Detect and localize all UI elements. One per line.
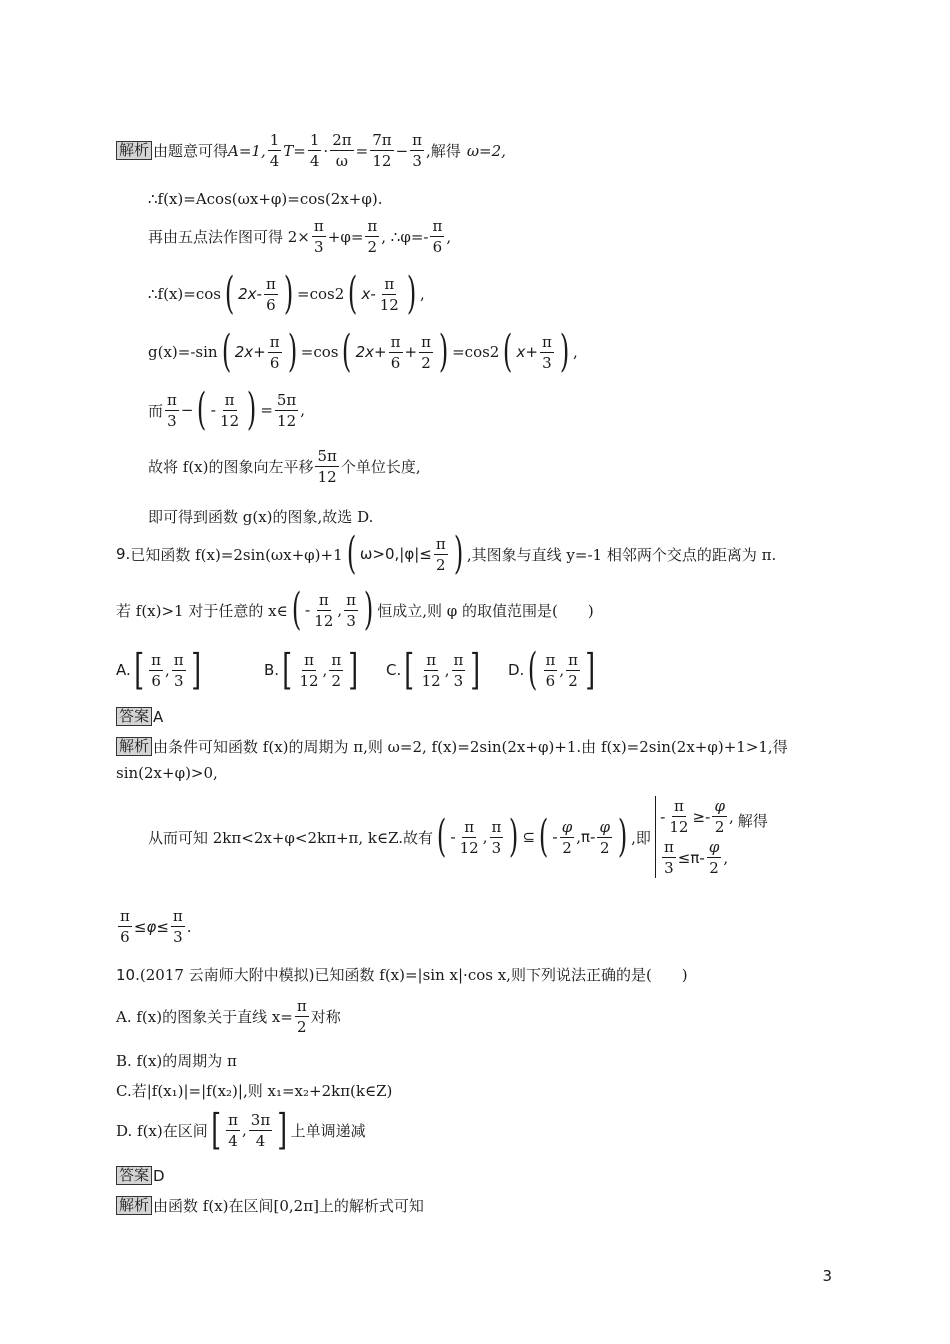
q9-option-a: A. [ π 6 , π 3 ]	[116, 645, 201, 694]
q9-analysis-line-2: sin(2x+φ)>0,	[116, 764, 218, 782]
q10-analysis: 解析 由函数 f(x)在区间[0,2π]上的解析式可知	[116, 1195, 424, 1216]
fraction: π 12	[220, 390, 240, 430]
q9-answer: 答案 A	[116, 707, 163, 726]
q10-option-b: B. f(x)的周期为 π	[116, 1052, 237, 1070]
fraction: π 3	[453, 650, 464, 690]
fraction: $\frac{7\pi}{12}$	[372, 131, 392, 170]
question-number: 9.	[116, 545, 131, 563]
q10-option-a: A. f(x)的图象关于直线 x= $\frac{\pi}{2}$ 对称	[116, 997, 341, 1036]
fraction: π 3	[491, 817, 502, 857]
fraction: $\frac{\pi}{3}$	[412, 131, 423, 170]
fraction: π 6	[265, 274, 276, 314]
q9-analysis-line-3: 从而可知 2kπ<2x+φ<2kπ+π, k∈Z.故有 ( - π 12 , π 3 ) ⊆ ( - φ 2 , π- φ 2 ) ,即 - $\frac{\pi}{12}$ ≥- φ 2 , $\frac{\pi}{3}$ ≤π- φ 2 , 解得	[148, 797, 768, 877]
fraction: φ 2	[708, 838, 720, 877]
q10-option-c: C.若|f(x₁)|=|f(x₂)|,则 x₁=x₂+2kπ(k∈Z)	[116, 1082, 393, 1100]
fraction: $\frac{2\pi}{\omega}$	[332, 131, 352, 170]
fraction: π 2	[331, 650, 342, 690]
fraction: π 3	[173, 650, 184, 690]
fraction: $\frac{\pi}{2}$	[296, 997, 307, 1036]
fraction: π 6	[545, 650, 556, 690]
q9-option-b: B. [ π 12 , π 2 ]	[264, 645, 359, 694]
fraction: $\frac{\pi}{3}$	[313, 217, 324, 256]
fraction: π 4	[228, 1110, 238, 1150]
fraction: $\frac{1}{4}$	[309, 131, 320, 170]
fraction: $\frac{\pi}{6}$	[120, 907, 130, 946]
fraction: $\frac{5\pi}{12}$	[276, 390, 297, 430]
p8-line-1: 解析 由题意可得 A=1, 1 4 T= $\frac{1}{4}$ · $\frac{2\pi}{\omega}$ = $\frac{7\pi}{12}$ − $\frac{\pi}{3}$ ,解得 ω=2,	[116, 130, 506, 171]
inequality-system: - $\frac{\pi}{12}$ ≥- φ 2 , $\frac{\pi}{3}$ ≤π- φ 2 ,	[655, 796, 734, 878]
page-number: 3	[822, 1267, 832, 1285]
fraction: π 12	[421, 650, 441, 690]
fraction: π 12	[314, 590, 334, 630]
fraction: $\frac{\pi}{2}$	[435, 534, 446, 574]
fraction: φ 2	[599, 817, 610, 857]
fraction: $\frac{\pi}{2}$	[367, 217, 378, 256]
q9-analysis-line-1: 解析 由条件可知函数 f(x)的周期为 π,则 ω=2, f(x)=2sin(2x+φ)+1.由 f(x)=2sin(2x+φ)+1>1,得	[116, 736, 788, 757]
p8-line-4: ∴f(x)=cos ( 2x- π 6 ) =cos2 ( x- π 12 ) ,	[148, 268, 425, 319]
fraction: $\frac{\pi}{6}$	[390, 332, 401, 372]
fraction: $\frac{\pi}{3}$	[172, 907, 183, 946]
answer-tag: 答案	[116, 1166, 152, 1185]
fraction: π 6	[432, 217, 443, 256]
fraction: φ 2	[714, 797, 725, 836]
q9-stem-line-2: 若 f(x)>1 对于任意的 x∈ ( - π 12 , π 3 ) 恒成立,则 φ 的取值范围是( )	[116, 584, 594, 635]
answer-tag: 答案	[116, 707, 152, 726]
fraction: $\frac{\pi}{2}$	[421, 332, 431, 372]
question-number: 10.	[116, 965, 140, 984]
analysis-tag: 解析	[116, 1196, 152, 1215]
p8-line-3: 再由五点法作图可得 2× $\frac{\pi}{3}$ +φ= $\frac{\pi}{2}$ , ∴φ=- π 6 ,	[148, 217, 452, 256]
p8-line-5: g(x)=-sin ( 2x+ $\frac{\pi}{6}$ ) =cos ( 2x+ $\frac{\pi}{6}$ + $\frac{\pi}{2}$ ) =cos2 ( x+ $\frac{\pi}{3}$ ) ,	[148, 326, 578, 377]
p8-line-6: 而 π 3 − ( - π 12 ) = $\frac{5\pi}{12}$ ,	[148, 384, 306, 435]
q9-analysis-line-4: $\frac{\pi}{6}$ ≤φ≤ $\frac{\pi}{3}$ .	[120, 907, 192, 946]
fraction: π 2	[568, 650, 578, 690]
q10-answer: 答案 D	[116, 1166, 165, 1185]
fraction: 5π 12	[317, 447, 337, 486]
analysis-tag: 解析	[116, 737, 152, 756]
fraction: φ 2	[561, 817, 573, 857]
q10-option-d: D. f(x)在区间 [ π 4 , 3π 4 ] 上单调递减	[116, 1105, 366, 1154]
fraction: π 12	[299, 650, 319, 690]
fraction: π 12	[379, 274, 399, 314]
p8-line-8: 即可得到函数 g(x)的图象,故选 D.	[148, 508, 374, 526]
fraction: π 3	[346, 590, 357, 630]
p8-line-7: 故将 f(x)的图象向左平移 5π 12 个单位长度,	[148, 447, 421, 486]
q10-stem: 10. (2017 云南师大附中模拟)已知函数 f(x)=|sin x|·cos x,则下列说法正确的是( )	[116, 965, 688, 984]
fraction: $\frac{\pi}{6}$	[269, 332, 280, 372]
fraction: 1 4	[269, 131, 280, 170]
fraction: $\frac{\pi}{3}$	[663, 838, 674, 877]
fraction: π 12	[459, 817, 479, 857]
fraction: π 6	[151, 650, 162, 690]
fraction: $\frac{\pi}{12}$	[669, 797, 689, 836]
q9-option-c: C. [ π 12 , π 3 ]	[386, 645, 481, 694]
q9-option-d: D. ( π 6 , π 2 ]	[508, 644, 596, 695]
fraction: π 3	[167, 390, 177, 430]
analysis-tag: 解析	[116, 141, 152, 160]
fraction: 3π 4	[250, 1110, 271, 1150]
p8-line-2: ∴f(x)=Acos(ωx+φ)=cos(2x+φ).	[148, 190, 383, 208]
fraction: $\frac{\pi}{3}$	[541, 332, 552, 372]
q9-stem-line-1: 9. 已知函数 f(x)=2sin(ωx+φ)+1 ( ω>0,|φ|≤ $\frac{\pi}{2}$ ) ,其图象与直线 y=-1 相邻两个交点的距离为 π.	[116, 528, 777, 579]
